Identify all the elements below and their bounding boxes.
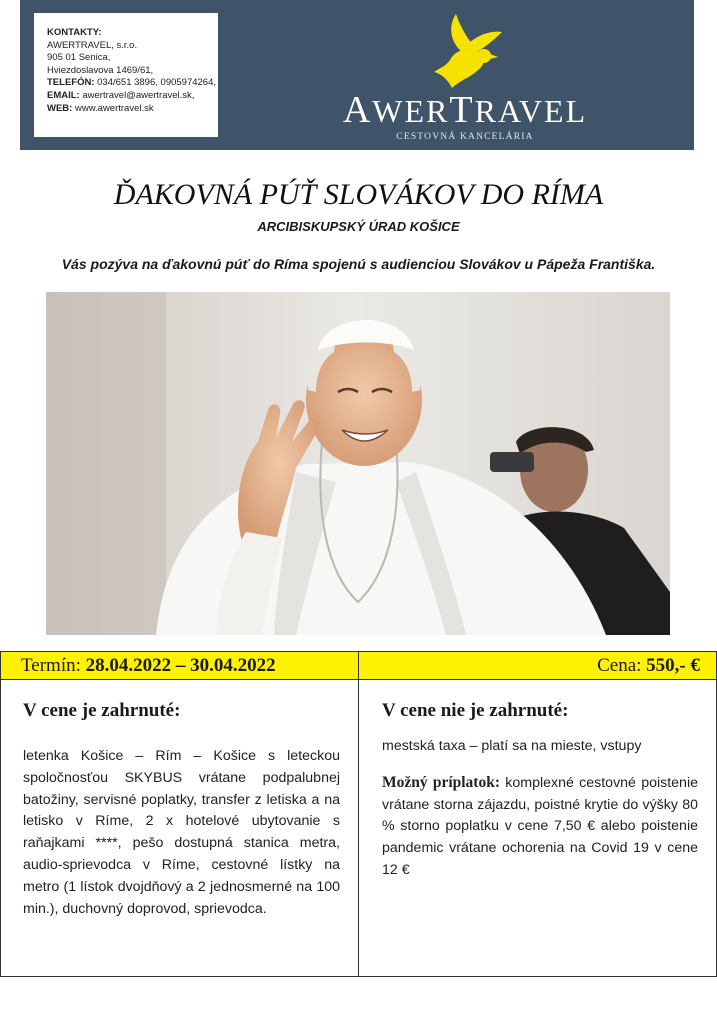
brand-subtitle: CESTOVNÁ KANCELÁRIA [396, 132, 534, 142]
surcharge-text: komplexné cestovné poistenie vrátane storna zájazdu, poistné krytie do výšky 80 % storno poplatku v cene 7,50 € alebo poistenie pandemic vrátane ochorenia na Covid 19 v cene 12 € [382, 774, 698, 878]
not-included-text: mestská taxa – platí sa na mieste, vstupy [382, 738, 642, 754]
trip-info-table [0, 651, 717, 977]
not-included-heading: V cene nie je zahrnuté: [382, 700, 569, 721]
web-label: WEB: [47, 102, 73, 114]
bar-divider [358, 652, 359, 679]
not-included-column [382, 680, 698, 882]
pope-photo [46, 292, 670, 635]
surcharge-label: Možný príplatok: [382, 773, 501, 791]
phone-value: 034/651 3896, 0905974264, [97, 77, 217, 89]
summary-bar [0, 651, 717, 680]
pope-figure-illustration [46, 292, 670, 635]
surcharge-paragraph [382, 772, 698, 882]
contact-street: Hviezdoslavova 1469/61, [47, 64, 154, 76]
page-subtitle: ARCIBISKUPSKÝ ÚRAD KOŠICE [257, 219, 460, 234]
term-label: Termín: [21, 655, 81, 676]
header-banner [20, 0, 694, 150]
email-value: awertravel@awertravel.sk, [82, 89, 195, 101]
contact-city: 905 01 Senica, [47, 52, 111, 64]
dove-icon [420, 12, 510, 92]
brand-name: AWERTRAVEL [342, 89, 588, 131]
contact-box [34, 13, 218, 137]
page-title: ĎAKOVNÁ PÚŤ SLOVÁKOV DO RÍMA [113, 178, 604, 211]
details-columns [0, 680, 717, 977]
email-label: EMAIL: [47, 89, 80, 101]
included-heading: V cene je zahrnuté: [23, 700, 181, 721]
contact-heading: KONTAKTY: [47, 27, 102, 38]
invitation-text: Vás pozýva na ďakovnú púť do Ríma spojenú s audienciou Slovákov u Pápeža Františka. [61, 256, 656, 272]
web-link[interactable]: www.awertravel.sk [74, 102, 154, 114]
price [597, 655, 700, 677]
awertravel-logo [320, 8, 620, 143]
column-divider [358, 680, 359, 976]
phone-label: TELEFÓN: [47, 77, 95, 89]
price-value: 550,- € [646, 655, 700, 676]
contact-company: AWERTRAVEL, s.r.o. [47, 39, 138, 51]
included-text: letenka Košice – Rím – Košice s leteckou spoločnosťou SKYBUS vrátane podpalubnej batožiny, servisné poplatky, transfer z letiska a na letisko v Ríme, 2 x hotelové ubytovanie s raňajkami ****, pešo dostupná stanica metra, audio-sprievodca v Ríme, cestovné lístky na metro (1 lístok dvojdňový a 2 jednosmerné na 100 min.), duchovný doprovod, sprievodca. [23, 748, 340, 917]
price-label: Cena: [597, 655, 642, 676]
term-value: 28.04.2022 – 30.04.2022 [85, 655, 276, 676]
included-column [23, 680, 340, 920]
term [21, 655, 276, 677]
